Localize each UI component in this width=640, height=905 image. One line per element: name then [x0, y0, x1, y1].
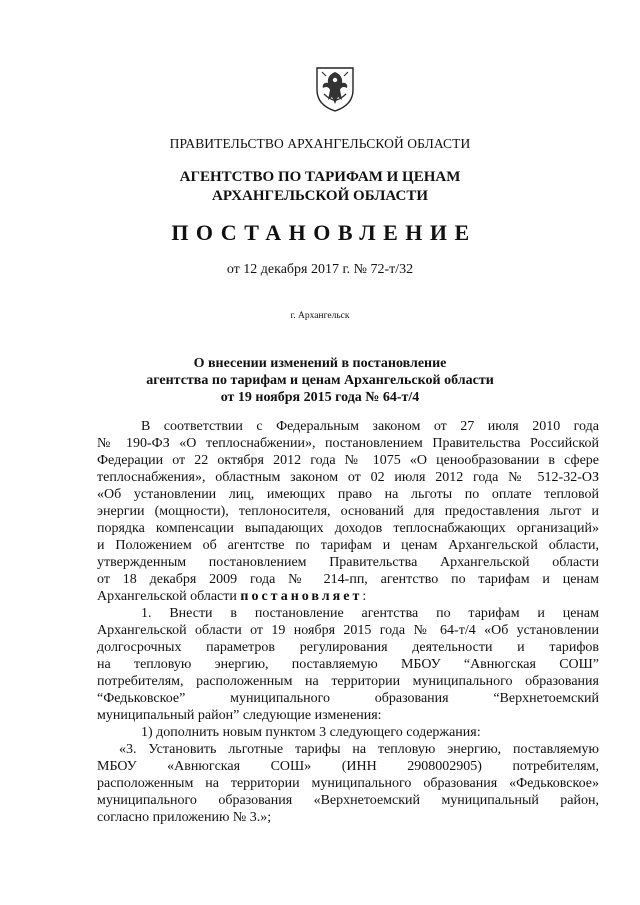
item-1-line: 1. Внести в постановление агентства по тарифам и ценам: [141, 606, 599, 621]
item-1-line: потребителям, расположенным на территории муниципального образования: [97, 674, 599, 689]
item-1-last-line: муниципальный район” следующие изменения:: [97, 708, 382, 723]
preamble-line: Федерации от 22 октября 2012 года № 1075 «О ценообразовании в сфере: [97, 453, 599, 468]
document-type: ПОСТАНОВЛЕНИЕ: [171, 220, 477, 245]
document-title-line1: О внесении изменений в постановление: [193, 356, 447, 371]
item-1-line: “Федьковское” муниципального образования “Верхнетоемский: [97, 691, 599, 706]
preamble-line: утвержденным постановлением Правительства Архангельской области: [97, 555, 599, 570]
document-date-number: от 12 декабря 2017 г. № 72-т/32: [226, 262, 414, 277]
preamble-line: порядка компенсации выпадающих доходов теплоснабжающих организаций»: [97, 521, 599, 536]
agency-name-line2: АРХАНГЕЛЬСКОЙ ОБЛАСТИ: [212, 188, 428, 204]
decree-colon: :: [362, 589, 367, 604]
document-city: г. Архангельск: [290, 311, 350, 321]
preamble-line: от 18 декабря 2009 года № 214-пп, агентство по тарифам и ценам: [97, 572, 599, 587]
point-3-line: расположенным на территории муниципального образования «Федьковское»: [97, 776, 599, 791]
point-3-last-line: согласно приложению № 3.»;: [97, 810, 272, 825]
item-1-line: на тепловую энергию, поставляемую МБОУ “Авнюгская СОШ”: [97, 657, 599, 672]
preamble-line: и Положением об агентстве по тарифам и ценам Архангельской области,: [97, 538, 599, 553]
preamble-last-text: Архангельской области: [97, 589, 241, 604]
point-3-line: муниципального образования «Верхнетоемский муниципальный район,: [97, 793, 599, 808]
agency-name-line1: АГЕНТСТВО ПО ТАРИФАМ И ЦЕНАМ: [179, 169, 461, 185]
document-title-line3: от 19 ноября 2015 года № 64-т/4: [220, 390, 420, 405]
agency-name: [0, 168, 640, 206]
preamble-line: энергии (мощности), теплоносителя, оснований для предоставления льгот и: [97, 504, 599, 519]
preamble-line: теплоснабжения», областным законом от 02 июля 2012 года № 512-32-ОЗ: [97, 470, 599, 485]
preamble-line: № 190-ФЗ «О теплоснабжении», постановлением Правительства Российской: [97, 436, 599, 451]
preamble-last-line: [97, 588, 599, 605]
item-1-paragraph: [97, 605, 599, 724]
point-3-line: МБОУ «Авнюгская СОШ» (ИНН 2908002905) потребителям,: [97, 759, 599, 774]
coat-of-arms-icon: [314, 64, 356, 112]
decree-word: постановляет: [240, 589, 363, 604]
document-title-line2: агентства по тарифам и ценам Архангельской области: [146, 373, 494, 388]
point-3-paragraph: [97, 741, 599, 826]
item-1-line: Архангельской области от 19 ноября 2015 года № 64-т/4 «Об установлении: [97, 623, 599, 638]
subitem-1-paragraph: 1) дополнить новым пунктом 3 следующего содержания:: [141, 725, 481, 740]
point-3-line: «3. Установить льготные тарифы на тепловую энергию, поставляемую: [119, 742, 599, 757]
document-title: [0, 355, 640, 406]
item-1-line: долгосрочных параметров регулирования деятельности и тарифов: [97, 640, 599, 655]
preamble-paragraph: [97, 418, 599, 605]
document-body: [97, 418, 599, 826]
preamble-line: В соответствии с Федеральным законом от 27 июля 2010 года: [141, 419, 599, 434]
preamble-line: «Об установлении лиц, имеющих право на льготы по оплате тепловой: [97, 487, 599, 502]
government-name: ПРАВИТЕЛЬСТВО АРХАНГЕЛЬСКОЙ ОБЛАСТИ: [169, 136, 471, 151]
